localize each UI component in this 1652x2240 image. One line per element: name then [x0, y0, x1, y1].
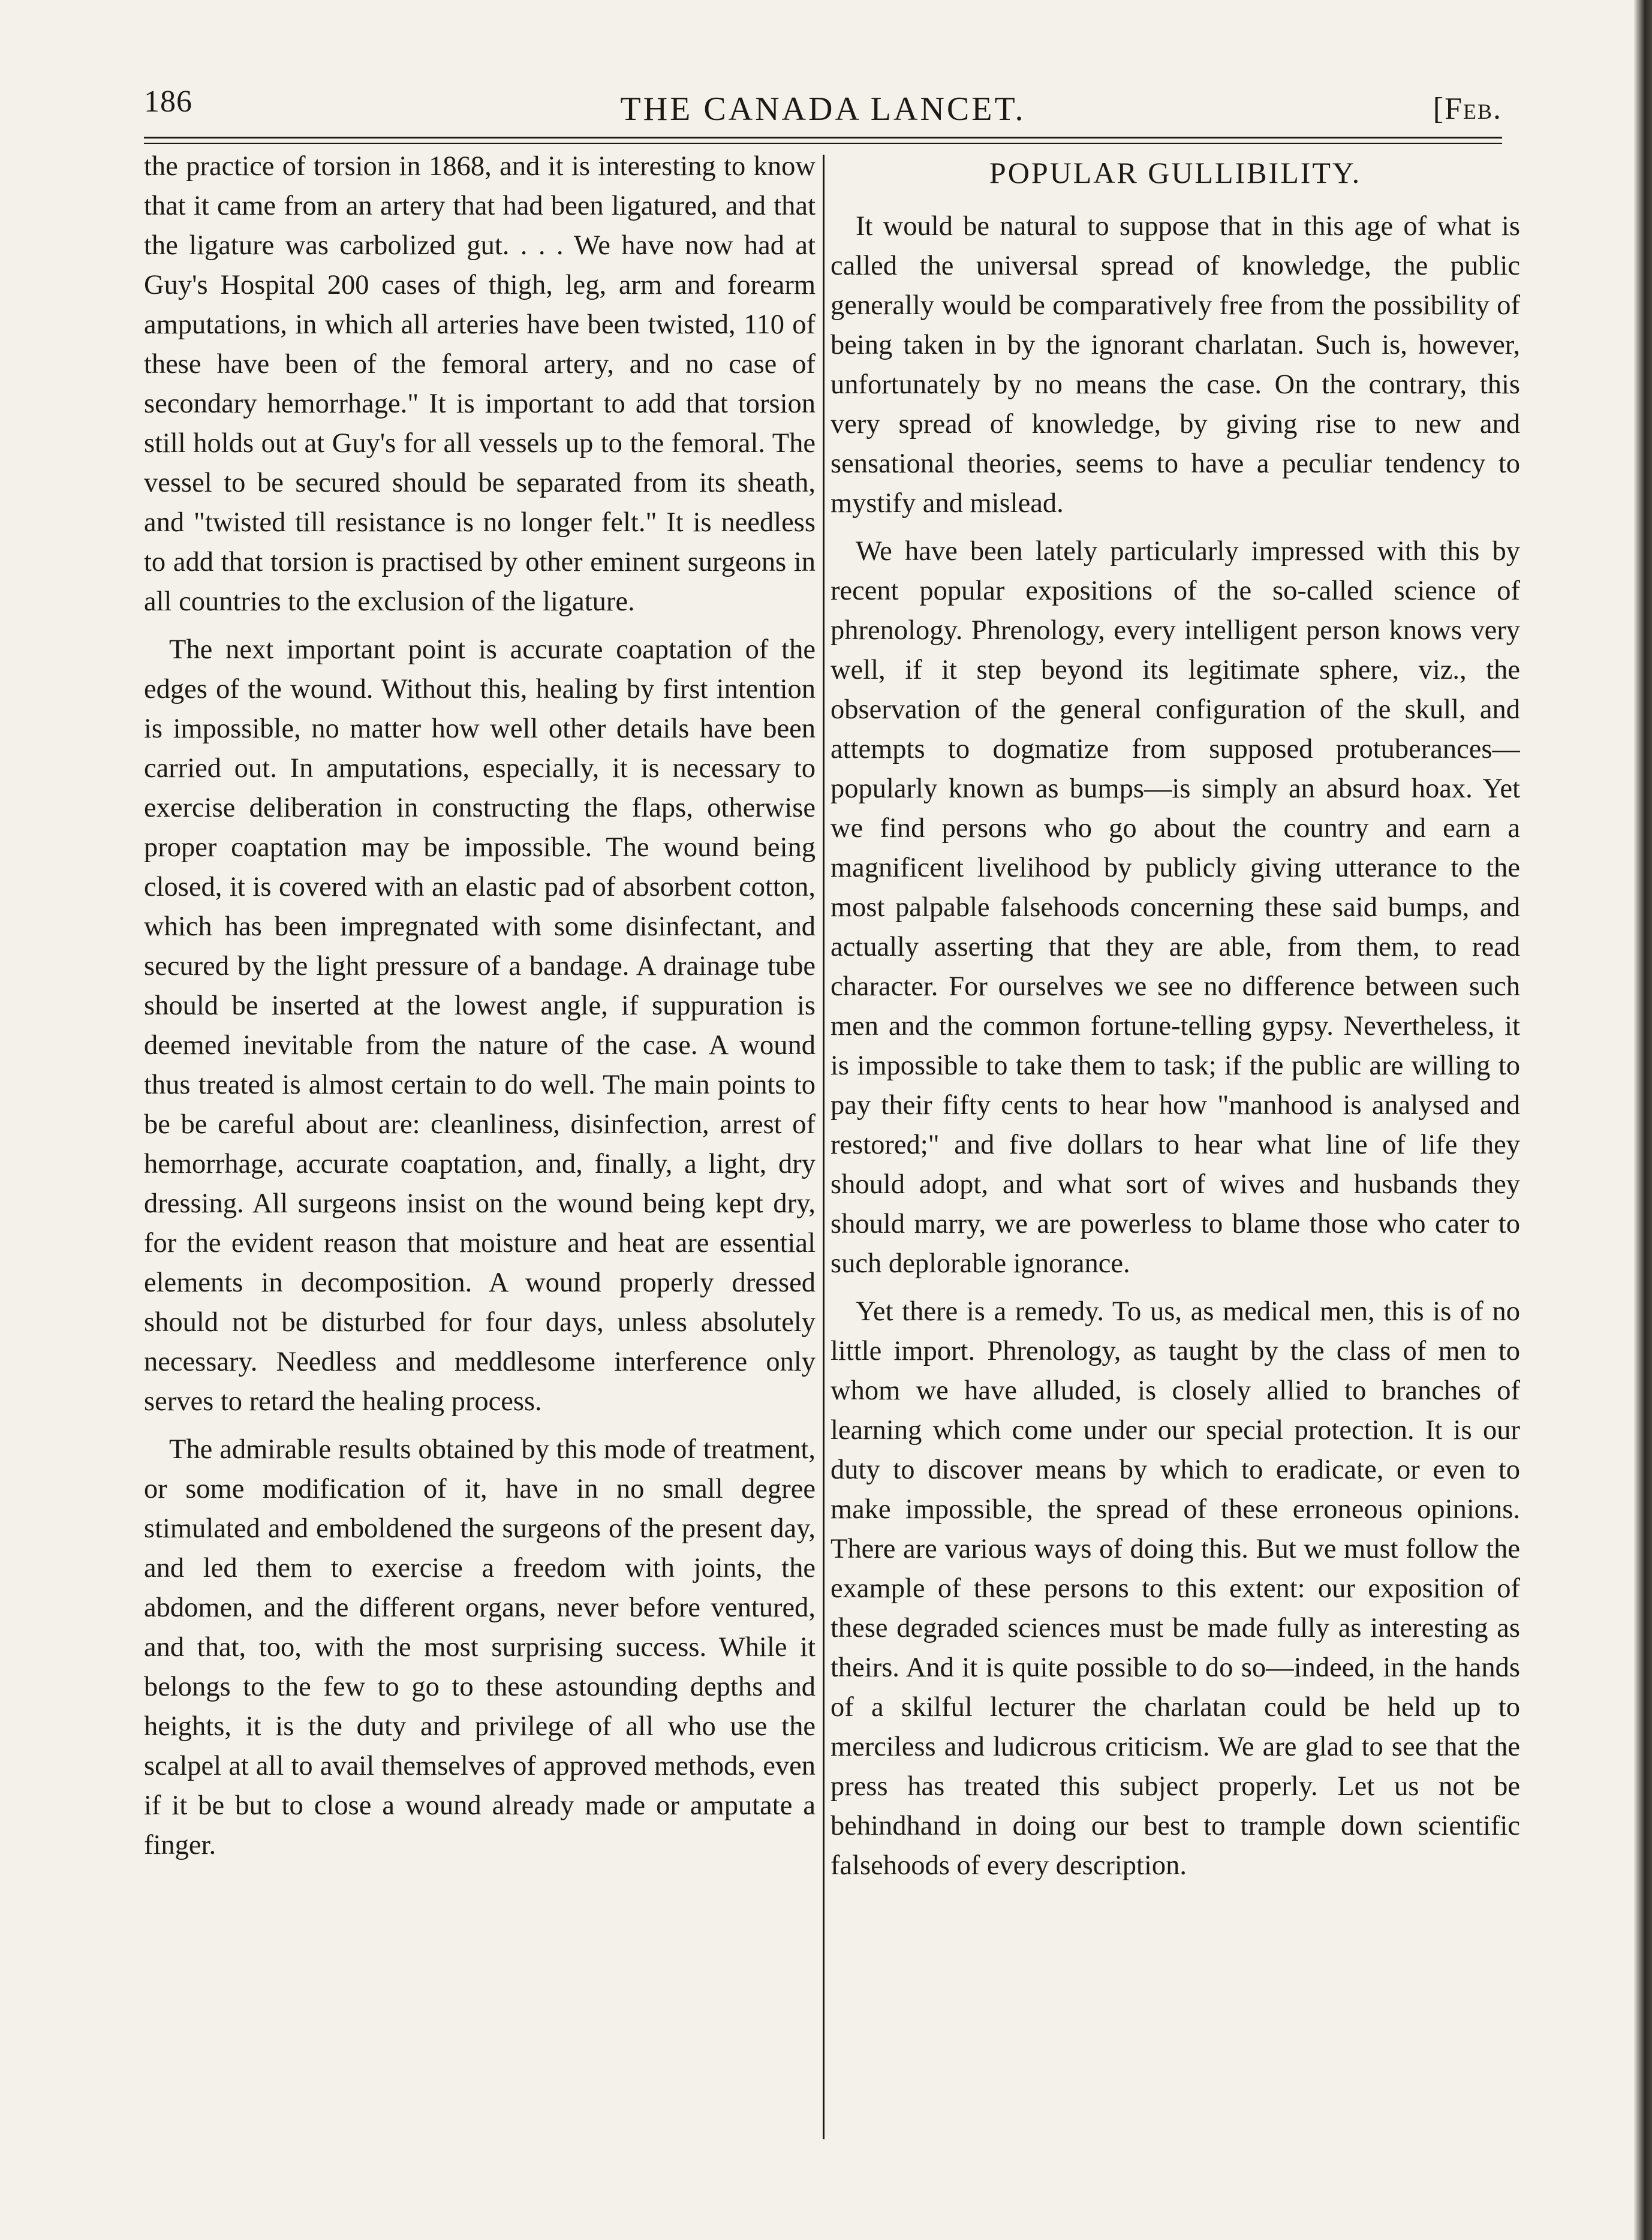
- right-paragraph-1: It would be natural to suppose that in this age of what is called the universal spread of knowledge, the public generally would be comparatively free from the possibility of being taken in by the ignorant charlatan. Such is, however, unfortunately by no means the case. On the contrary, this very spread of knowledge, by giving rise to new and sensational theories, seems to have a peculiar tendency to mystify and mislead.: [830, 211, 1520, 519]
- issue-month: [Feb.: [1433, 92, 1502, 126]
- journal-title: THE CANADA LANCET.: [620, 91, 1026, 128]
- right-paragraph-3: Yet there is a remedy. To us, as medical men, this is of no little import. Phrenology, as taught by the class of men to whom we have alluded, is closely allied to branches of learning which come under our special protection. It is our duty to discover means by which to eradicate, or even to make impossible, the spread of these erroneous opinions. There are various ways of doing this. But we must follow the example of these persons to this extent: our exposition of these degraded sciences must be made fully as interesting as theirs. And it is quite possible to do so—indeed, in the hands of a skilful lecturer the charlatan could be held up to merciless and ludicrous criticism. We are glad to see that the press has treated this subject properly. Let us not be behindhand in doing our best to trample down scientific falsehoods of every description.: [830, 1296, 1520, 1881]
- header-rule-secondary: [144, 143, 1502, 144]
- left-paragraph-1: the practice of torsion in 1868, and it is interesting to know that it came from an artery that had been ligatured, and that the ligature was carbolized gut. . . . We have now had at Guy's Hospital 200 cases of thigh, leg, arm and forearm amputations, in which all arteries have been twisted, 110 of these have been of the femoral artery, and no case of secondary hemorrhage." It is important to add that torsion still holds out at Guy's for all vessels up to the femoral. The vessel to be secured should be separated from its sheath, and "twisted till resistance is no longer felt." It is needless to add that torsion is practised by other eminent surgeons in all countries to the exclusion of the ligature.: [144, 151, 816, 617]
- page-header: [144, 84, 1502, 138]
- left-paragraph-2: The next important point is accurate coaptation of the edges of the wound. Without this, healing by first intention is impossible, no matter how well other details have been carried out. In amputations, especially, it is necessary to exercise deliberation in constructing the flaps, otherwise proper coaptation may be impossible. The wound being closed, it is covered with an elastic pad of absorbent cotton, which has been impregnated with some disinfectant, and secured by the light pressure of a bandage. A drainage tube should be inserted at the lowest angle, if suppuration is deemed inevitable from the nature of the case. A wound thus treated is almost certain to do well. The main points to be be careful about are: cleanliness, disinfection, arrest of hemorrhage, accurate coaptation, and, finally, a light, dry dressing. All surgeons insist on the wound being kept dry, for the evident reason that moisture and heat are essential elements in decomposition. A wound properly dressed should not be disturbed for four days, unless absolutely necessary. Needless and meddlesome interference only serves to retard the healing process.: [144, 634, 816, 1417]
- article-title: POPULAR GULLIBILITY.: [989, 156, 1362, 189]
- page-number: 186: [144, 85, 192, 119]
- left-column: [144, 147, 816, 2149]
- right-paragraph-2: We have been lately particularly impressed with this by recent popular expositions of the so-called science of phrenology. Phrenology, every intelligent person knows very well, if it step beyond its legitimate sphere, viz., the observation of the general configuration of the skull, and attempts to dogmatize from supposed protuberances—popularly known as bumps—is simply an absurd hoax. Yet we find persons who go about the country and earn a magnificent livelihood by publicly giving utterance to the most palpable falsehoods concerning these said bumps, and actually asserting that they are able, from them, to read character. For ourselves we see no difference between such men and the common fortune-telling gypsy. Nevertheless, it is impossible to take them to task; if the public are willing to pay their fifty cents to hear how "manhood is analysed and restored;" and five dollars to hear what line of life they should adopt, and what sort of wives and husbands they should marry, we are powerless to blame those who cater to such deplorable ignorance.: [830, 536, 1520, 1279]
- header-rule: [144, 137, 1502, 139]
- column-divider: [823, 155, 825, 2139]
- right-column: [830, 147, 1520, 2149]
- left-paragraph-3: The admirable results obtained by this mode of treatment, or some modification of it, have in no small degree stimulated and emboldened the surgeons of the present day, and led them to exercise a freedom with joints, the abdomen, and the different organs, never before ventured, and that, too, with the most surprising success. While it belongs to the few to go to these astounding depths and heights, it is the duty and privilege of all who use the scalpel at all to avail themselves of approved methods, even if it be but to close a wound already made or amputate a finger.: [144, 1434, 816, 1860]
- binding-edge: [1634, 0, 1652, 2240]
